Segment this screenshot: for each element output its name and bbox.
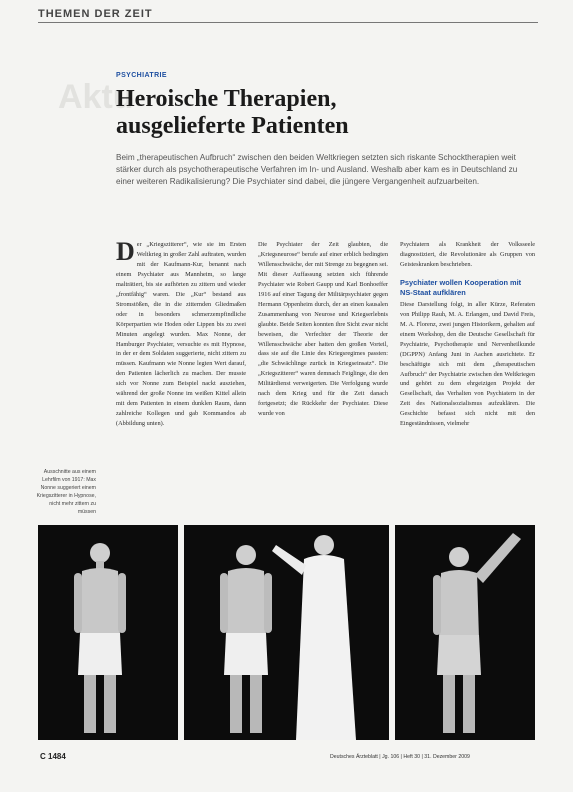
film-still-2	[184, 525, 389, 740]
article-kicker: PSYCHIATRIE	[116, 72, 167, 79]
patient-figure-3	[395, 525, 535, 740]
article-headline	[116, 86, 536, 140]
top-rule	[38, 22, 538, 23]
section-rubric: THEMEN DER ZEIT	[38, 8, 153, 20]
patient-figure-1	[38, 525, 178, 740]
column-3-text-after: Diese Darstellung folgt, in aller Kürze, Referaten von Philipp Rauh, M. A. Erlangen, und David Freis, M. A. Florenz, zwei jungen Historikern, gehalten auf einem Workshop, den die Deutsche Gesellschaft für Psychiatrie, Psychotherapie und Nervenheilkunde (DGPPN) Anfang Juni in Aachen ausrichtete. Er beschäftigte sich mit dem „therapeutischen Aufbruch“ der Psychiatrie zwischen den Weltkriegen und gehört zu dem ehrgeizigen Projekt der Gesellschaft, das Verhalten von Psychiatern in der Zeit des Nationalsozialismus aufzuklären. Die Geschichte befasst sich nicht mit den Eingeständnissen, vielmehr	[400, 300, 535, 428]
column-3-text-before: Psychiatern als Krankheit der Volksseele diagnostiziert, die Revolutionäre als Gruppen von Geisteskranken beschrieben.	[400, 241, 535, 268]
text-column-2	[258, 240, 388, 419]
drop-cap: D	[116, 237, 135, 266]
headline-line-1: Heroische Therapien,	[116, 86, 337, 112]
column-1-text: er „Kriegszitterer“, wie sie im Ersten Weltkrieg in großer Zahl auftraten, wurden mit der Kaufmann-Kur, benannt nach einem Psychiater aus Mannheim, so lange malträtiert, bis sie aufhörten zu zittern und wieder „frontfähig“ waren. Die „Kur“ bestand aus Stromstößen, die in die zitternden Gliedmaßen oder in besonders schmerzempfindliche Körperpartien wie Hoden oder Lippen bis zu zwei Minuten angelegt wurden. Max Nonne, der Hamburger Psychiater, versuchte es mit Hypnose, in der er dem Soldaten suggerierte, nicht zittern zu müssen. Kaufmann wie Nonne legten Wert darauf, den Patienten lächerlich zu machen. Der musste sich vor Nonne zum Beispiel nackt ausziehen, während der große Nonne im weißen Kittel allein mit dem Patienten in einem dunklen Raum, dann zahlreiche Kollegen und gab Kommandos ab (Abbildung unten).	[116, 241, 246, 428]
film-still-3	[395, 525, 535, 740]
column-3-subhead: Psychiater wollen Kooperation mit NS-Staat aufklären	[400, 277, 522, 297]
text-column-3	[400, 240, 535, 429]
article-lead: Beim „therapeutischen Aufbruch“ zwischen den beiden Weltkriegen setzten sich riskante Schocktherapien weit stärker durch als psychotherapeutische Verfahren im In- und Ausland. Weshalb aber kam es in Deutschland zu einer weiteren Radikalisierung? Die Psychiater sind dabei, die jüngere Vergangenheit aufzuarbeiten.	[116, 153, 518, 187]
film-still-1	[38, 525, 178, 740]
background-ghost-word: Aktu	[58, 78, 134, 116]
photo-caption: Ausschnitte aus einem Lehrfilm von 1917: Max Nonne suggeriert einem Kriegszitterer in Hypnose, nicht mehr zittern zu müssen	[36, 469, 96, 515]
headline-line-2: ausgelieferte Patienten	[116, 113, 349, 139]
column-2-text: Die Psychiater der Zeit glaubten, die „Kriegsneurose“ berufe auf einer erblich bedingten Willensschwäche, der mit Strenge zu begegnen sei. Mit dieser Auffassung setzten sich führende Psychiater wie Robert Gaupp und Karl Bonhoeffer 1916 auf einer Tagung der Militärpsychiater gegen Hermann Oppenheim durch, der an einen kausalen Zusammenhang von Neurose und Kriegserlebnis glaubte. Beide Seiten konnten ihre Sicht zwar nicht beweisen, die Verfechter der Theorie der Willensschwäche aber hatten den großen Vorteil, dass sie auf die Linie des Kriegsregimes passten: „die Schwächlinge zurück in Kriegseinsatz“. Die „Kriegszitterer“ waren demnach Feiglinge, die den Militärdienst verweigerten. Die Verfolgung wurde nach dem Krieg und für die Zeit danach fortgesetzt; die Rückkehr der Psychiater. Diese wurde von	[258, 241, 388, 418]
patient-and-doctor-figures	[184, 525, 389, 740]
page-number: C 1484	[40, 752, 66, 761]
page-footer: Deutsches Ärzteblatt | Jg. 106 | Heft 30 | 31. Dezember 2009	[330, 754, 470, 760]
text-column-1	[116, 237, 246, 429]
